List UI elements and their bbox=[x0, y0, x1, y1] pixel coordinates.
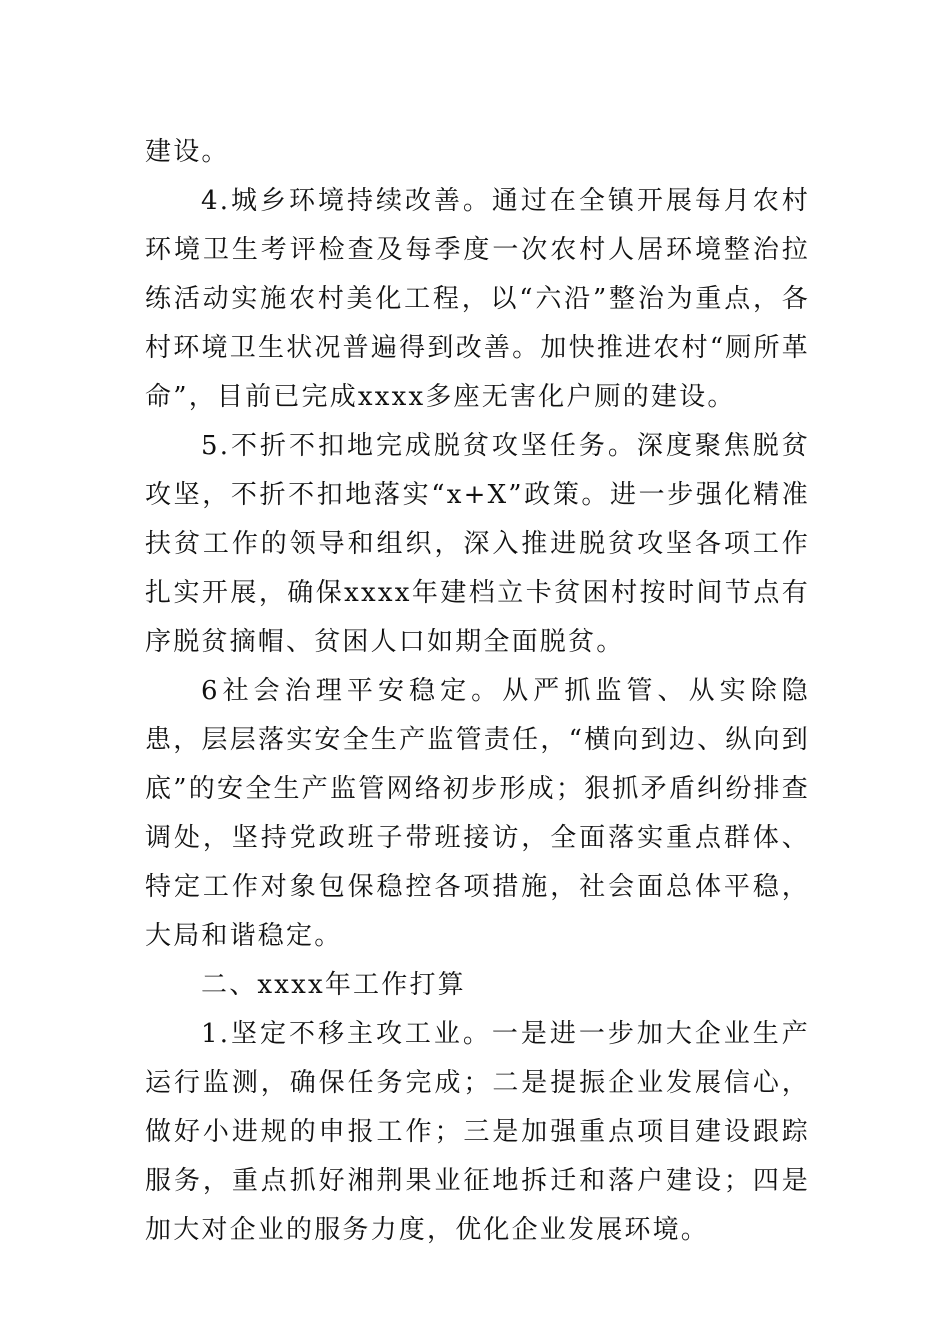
paragraph-environment: 4.城乡环境持续改善。通过在全镇开展每月农村环境卫生考评检查及每季度一次农村人居环境整治拉练活动实施农村美化工程，以“六沿”整治为重点，各村环境卫生状况普遍得到改善。加快推进农村“厕所革命”，目前已完成xxxx多座无害化户厕的建设。 bbox=[145, 186, 810, 412]
section-heading-work-plan: 二、xxxx年工作打算 bbox=[201, 970, 466, 1000]
paragraph-social-governance: 6社会治理平安稳定。从严抓监管、从实除隐患，层层落实安全生产监管责任，“横向到边、纵向到底”的安全生产监管网络初步形成；狠抓矛盾纠纷排查调处，坚持党政班子带班接访，全面落实重点群体、特定工作对象包保稳控各项措施，社会面总体平稳，大局和谐稳定。 bbox=[145, 676, 810, 951]
paragraph-poverty: 5.不折不扣地完成脱贫攻坚任务。深度聚焦脱贫攻坚，不折不扣地落实“x+X”政策。进一步强化精准扶贫工作的领导和组织，深入推进脱贫攻坚各项工作扎实开展，确保xxxx年建档立卡贫困村按时间节点有序脱贫摘帽、贫困人口如期全面脱贫。 bbox=[145, 431, 810, 657]
document-body bbox=[145, 128, 810, 1255]
paragraph-industry: 1.坚定不移主攻工业。一是进一步加大企业生产运行监测，确保任务完成；二是提振企业发展信心，做好小进规的申报工作；三是加强重点项目建设跟踪服务，重点抓好湘荆果业征地拆迁和落户建设；四是加大对企业的服务力度，优化企业发展环境。 bbox=[145, 1019, 810, 1245]
paragraph-continuation: 建设。 bbox=[145, 137, 230, 167]
